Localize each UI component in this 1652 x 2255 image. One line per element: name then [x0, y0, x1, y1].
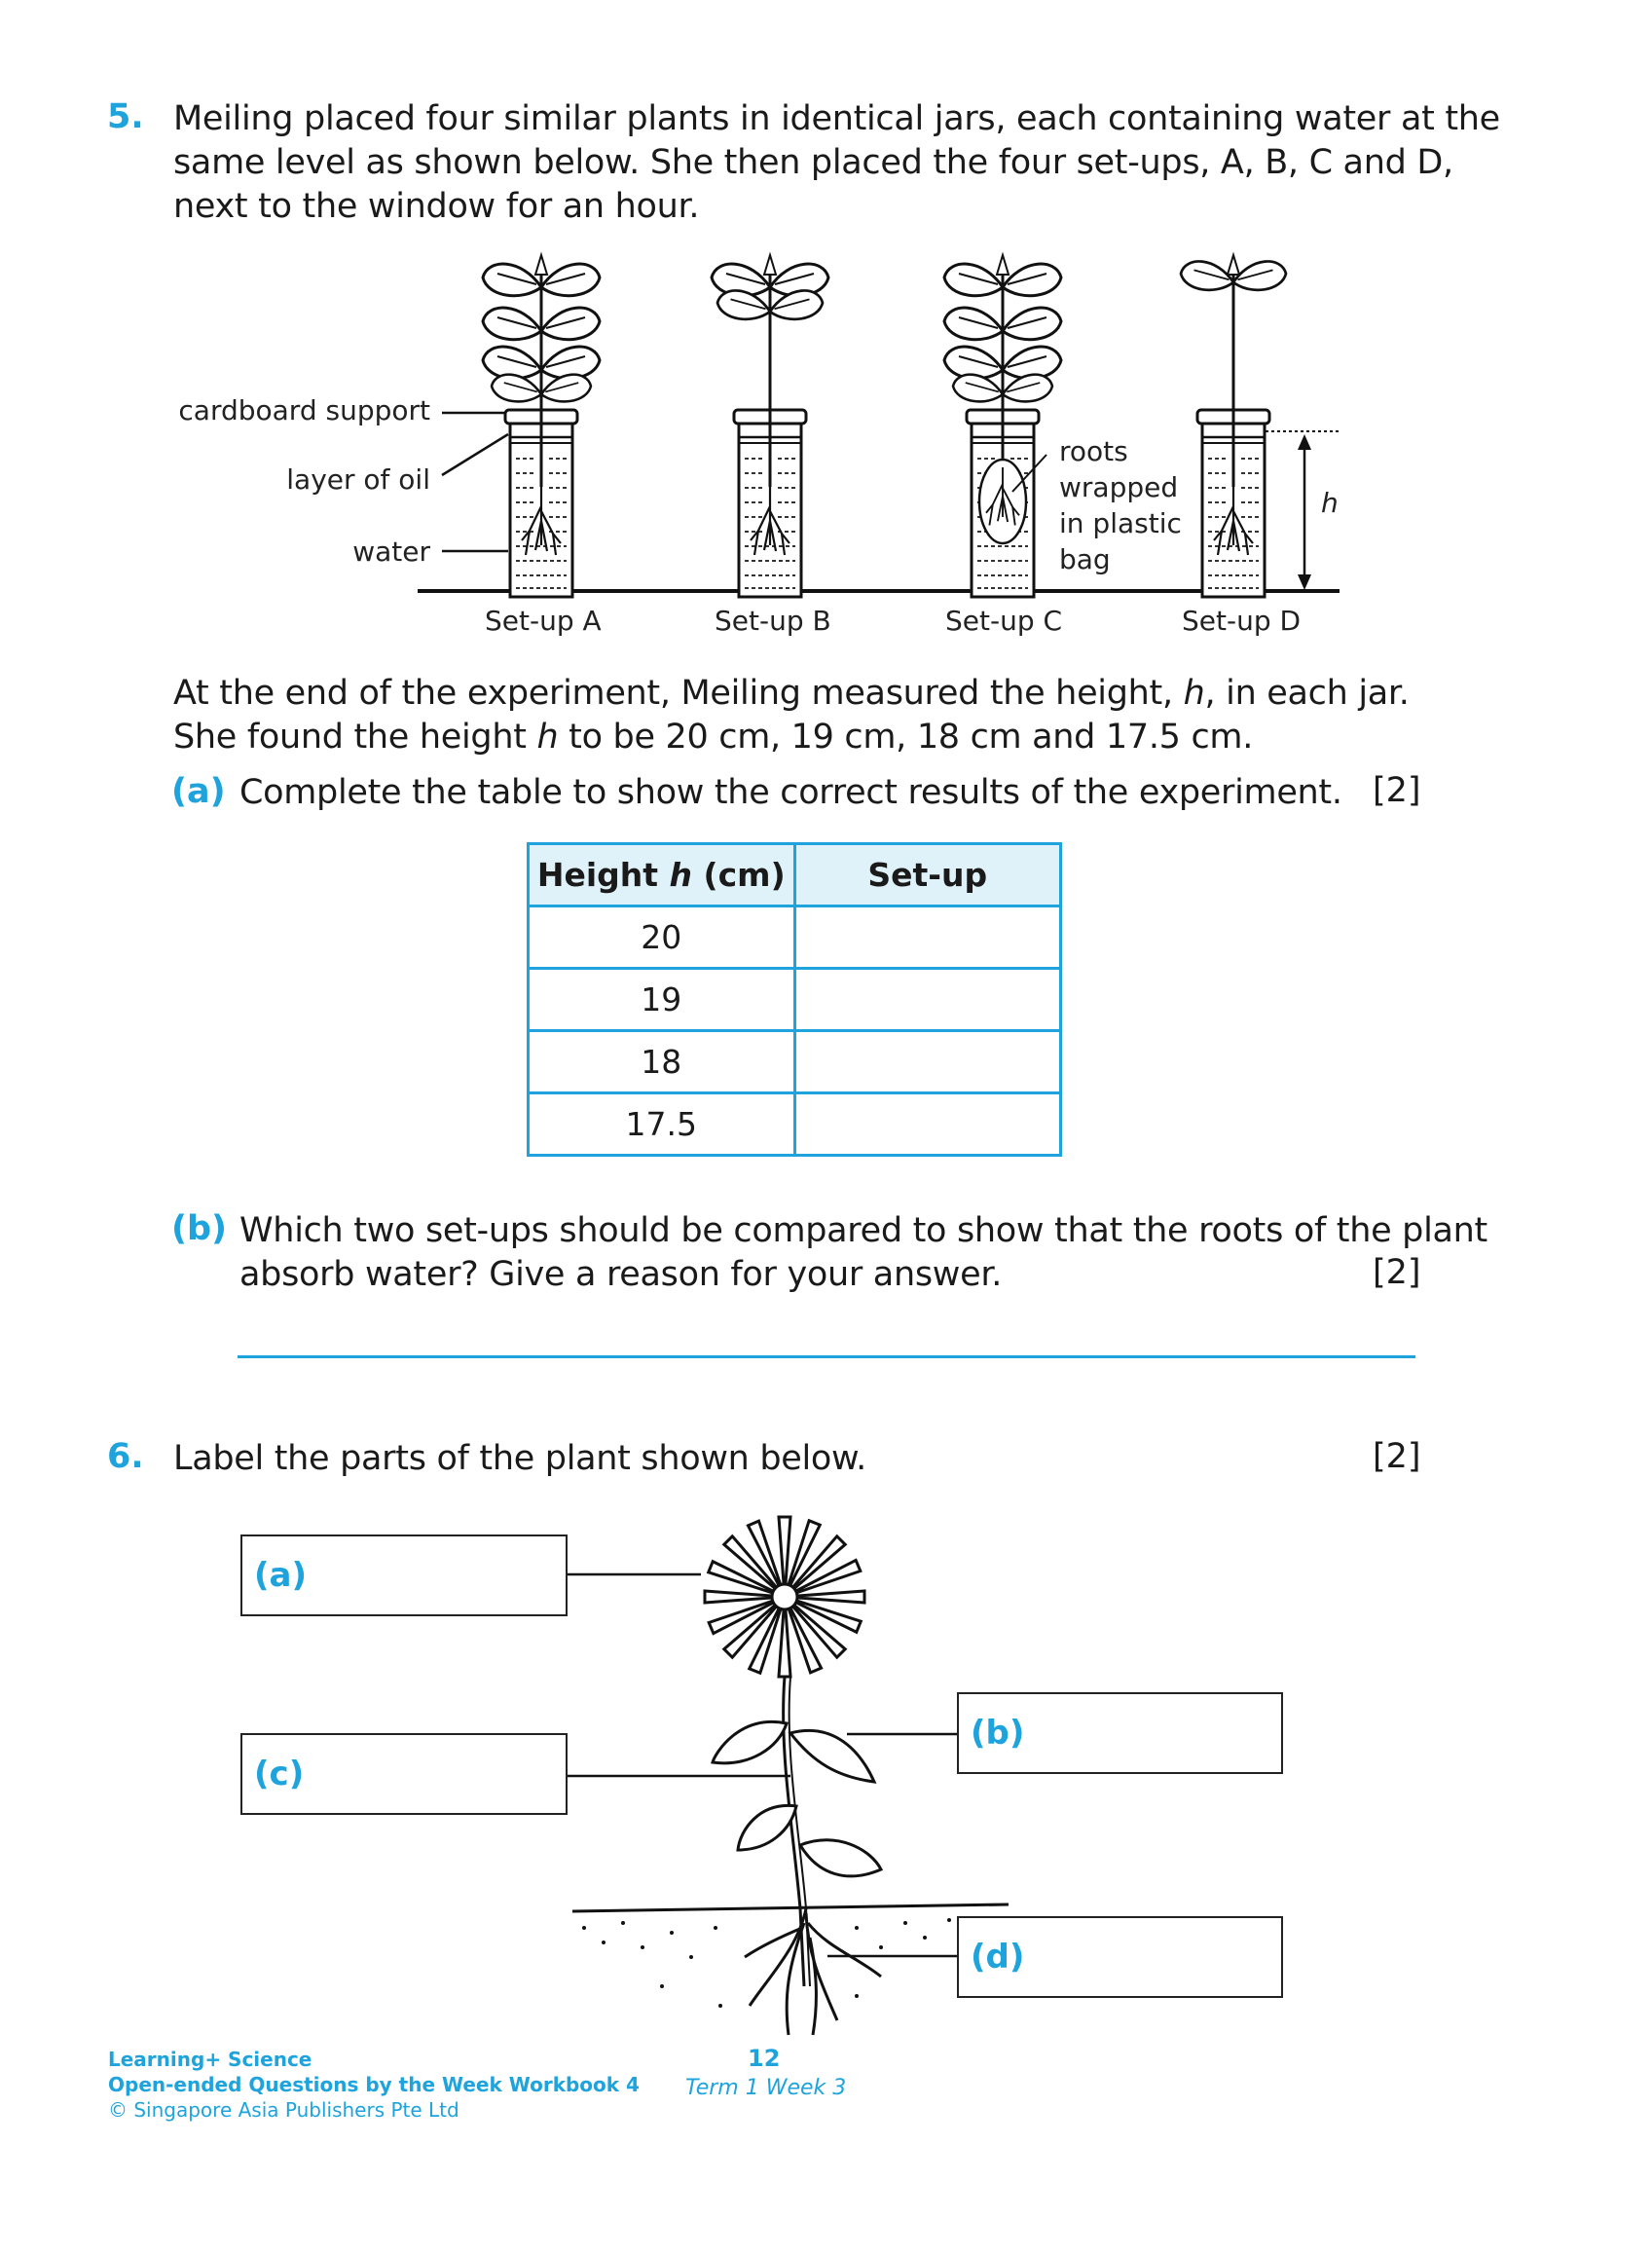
footer-series: Learning+ Science — [108, 2048, 312, 2071]
height-cell: 18 — [529, 1031, 795, 1093]
part-b-marks: [2] — [1373, 1253, 1421, 1292]
footer-book: Open-ended Questions by the Week Workbook 4 — [108, 2073, 640, 2096]
height-cell: 20 — [529, 906, 795, 969]
label-box-c[interactable] — [240, 1733, 568, 1815]
label-cardboard-support: cardboard support — [178, 394, 430, 426]
label-roots-wrapped — [1059, 433, 1182, 577]
roots-note-line: in plastic — [1059, 507, 1182, 539]
page-number: 12 — [748, 2045, 781, 2072]
question-5-text — [173, 97, 1500, 229]
label-box-letter: (a) — [254, 1556, 308, 1595]
footer-week: Term 1 Week 3 — [685, 2076, 847, 2100]
footer-copyright: © Singapore Asia Publishers Pte Ltd — [108, 2098, 459, 2122]
label-box-a[interactable] — [240, 1534, 568, 1616]
setup-answer-cell[interactable] — [794, 1093, 1061, 1156]
part-a-marks: [2] — [1373, 771, 1421, 810]
part-b-line: Which two set-ups should be compared to show that the roots of the plant — [239, 1211, 1487, 1250]
roots-note-line: bag — [1059, 543, 1111, 575]
setup-answer-cell[interactable] — [794, 906, 1061, 969]
question-6-marks: [2] — [1373, 1437, 1421, 1476]
label-box-letter: (c) — [254, 1755, 305, 1793]
footer-left — [108, 2047, 640, 2123]
text: to be 20 cm, 19 cm, 18 cm and 17.5 cm. — [558, 718, 1254, 757]
setup-a-label: Set-up A — [485, 605, 602, 637]
label-box-b[interactable] — [957, 1692, 1283, 1774]
part-a-label: (a) — [171, 772, 226, 811]
question-number: 5. — [107, 97, 144, 136]
question-text-line: same level as shown below. She then placed the four set-ups, A, B, C and D, — [173, 143, 1453, 182]
setup-c-label: Set-up C — [945, 605, 1063, 637]
roots-note-line: roots — [1059, 435, 1128, 467]
table-header-row — [529, 844, 1061, 906]
question-text-line: Meiling placed four similar plants in identical jars, each containing water at the — [173, 99, 1500, 138]
setup-answer-cell[interactable] — [794, 969, 1061, 1031]
text-h: h — [536, 718, 559, 757]
part-b-answer-area[interactable] — [238, 1305, 1415, 1353]
table-row — [529, 969, 1061, 1031]
setup-answer-cell[interactable] — [794, 1031, 1061, 1093]
text: She found the height — [173, 718, 537, 757]
height-cell: 17.5 — [529, 1093, 795, 1156]
experiment-result-text — [173, 672, 1410, 759]
label-box-d[interactable] — [957, 1916, 1283, 1998]
setup-b-label: Set-up B — [715, 605, 831, 637]
header-setup: Set-up — [794, 844, 1061, 906]
part-b-text — [239, 1209, 1487, 1297]
text: At the end of the experiment, Meiling measured the height, — [173, 674, 1184, 713]
roots-note-line: wrapped — [1059, 471, 1179, 503]
label-box-letter: (d) — [971, 1938, 1025, 1977]
height-cell: 19 — [529, 969, 795, 1031]
text: , in each jar. — [1204, 674, 1410, 713]
table-row — [529, 906, 1061, 969]
question-text-line: next to the window for an hour. — [173, 187, 700, 226]
table-row — [529, 1093, 1061, 1156]
label-layer-of-oil: layer of oil — [286, 463, 430, 496]
setup-d-label: Set-up D — [1182, 605, 1302, 637]
part-b-label: (b) — [171, 1209, 228, 1248]
experiment-diagram — [0, 243, 1652, 652]
text-h: h — [1183, 674, 1205, 713]
question-6-text: Label the parts of the plant shown below. — [173, 1439, 866, 1478]
label-h: h — [1321, 487, 1339, 519]
question-number: 6. — [107, 1437, 144, 1476]
results-table — [527, 842, 1062, 1157]
table-row — [529, 1031, 1061, 1093]
part-a-text: Complete the table to show the correct results of the experiment. — [239, 773, 1342, 812]
answer-line — [238, 1355, 1415, 1358]
header-height: Height h (cm) — [529, 844, 795, 906]
label-water: water — [352, 536, 430, 568]
label-box-letter: (b) — [971, 1714, 1025, 1753]
part-b-line: absorb water? Give a reason for your answer. — [239, 1255, 1003, 1294]
